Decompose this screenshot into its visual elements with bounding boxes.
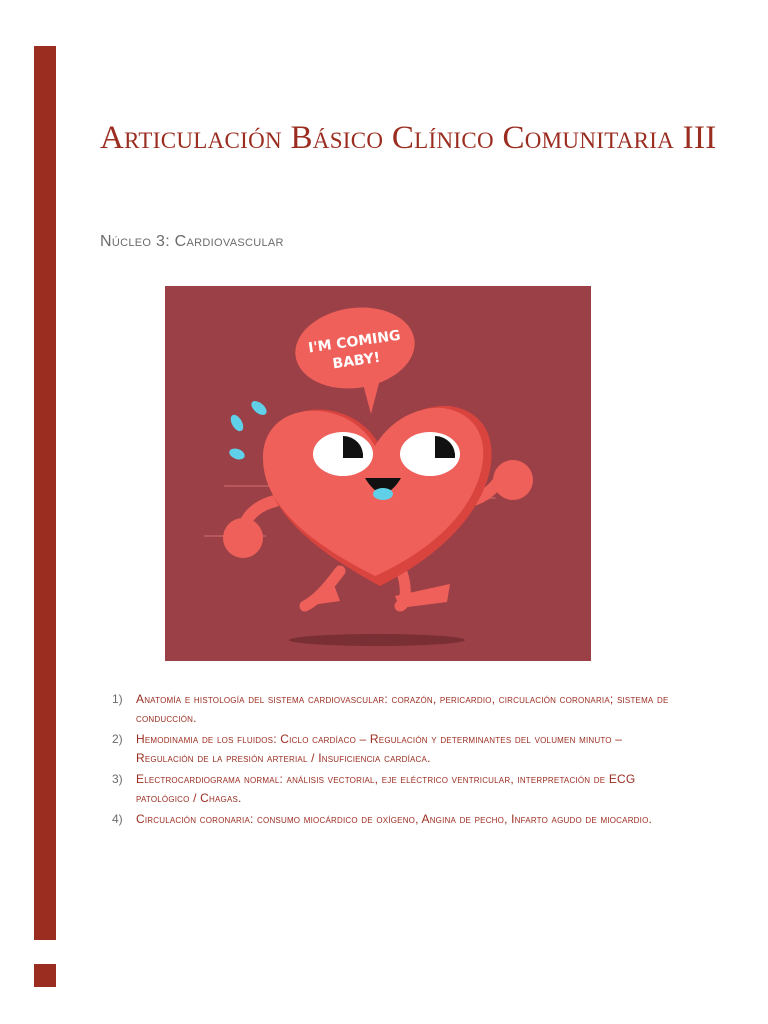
- speech-bubble-line-1: I'M COMING: [307, 327, 402, 357]
- topic-text: Hemodinamia de los fluidos: Ciclo cardíaco – Regulación y determinantes del volumen minuto – Regulación de la presión arterial / Insuficiencia cardíaca.: [136, 732, 623, 765]
- page-subtitle: Núcleo 3: Cardiovascular: [100, 233, 284, 250]
- topic-text: Circulación coronaria: consumo miocárdico de oxígeno, Angina de pecho, Infarto agudo de miocardio.: [136, 812, 653, 826]
- page-title: Articulación Básico Clínico Comunitaria III: [100, 120, 717, 156]
- topic-item: [100, 690, 680, 728]
- side-accent-bar: [34, 46, 56, 940]
- heart-shadow: [289, 634, 465, 646]
- topic-item: [100, 770, 680, 808]
- topic-list: [100, 690, 680, 831]
- topic-item: [100, 730, 680, 768]
- running-heart-illustration: [165, 286, 591, 661]
- topic-text: Electrocardiograma normal: análisis vectorial, eje eléctrico ventricular, interpretación de ECG patológico / Chagas.: [136, 772, 636, 805]
- right-fist: [493, 460, 533, 500]
- topic-text: Anatomía e histología del sistema cardiovascular: corazón, pericardio, circulación coronaria; sistema de conducción.: [136, 692, 669, 725]
- side-accent-square: [34, 964, 56, 987]
- left-fist: [223, 518, 263, 558]
- heart-tongue: [373, 488, 393, 500]
- topic-number: 1): [112, 692, 123, 706]
- topic-number: 2): [112, 732, 123, 746]
- speech-bubble-line-2: BABY!: [331, 349, 382, 373]
- topic-number: 3): [112, 772, 123, 786]
- topic-number: 4): [112, 812, 123, 826]
- topic-item: [100, 810, 680, 829]
